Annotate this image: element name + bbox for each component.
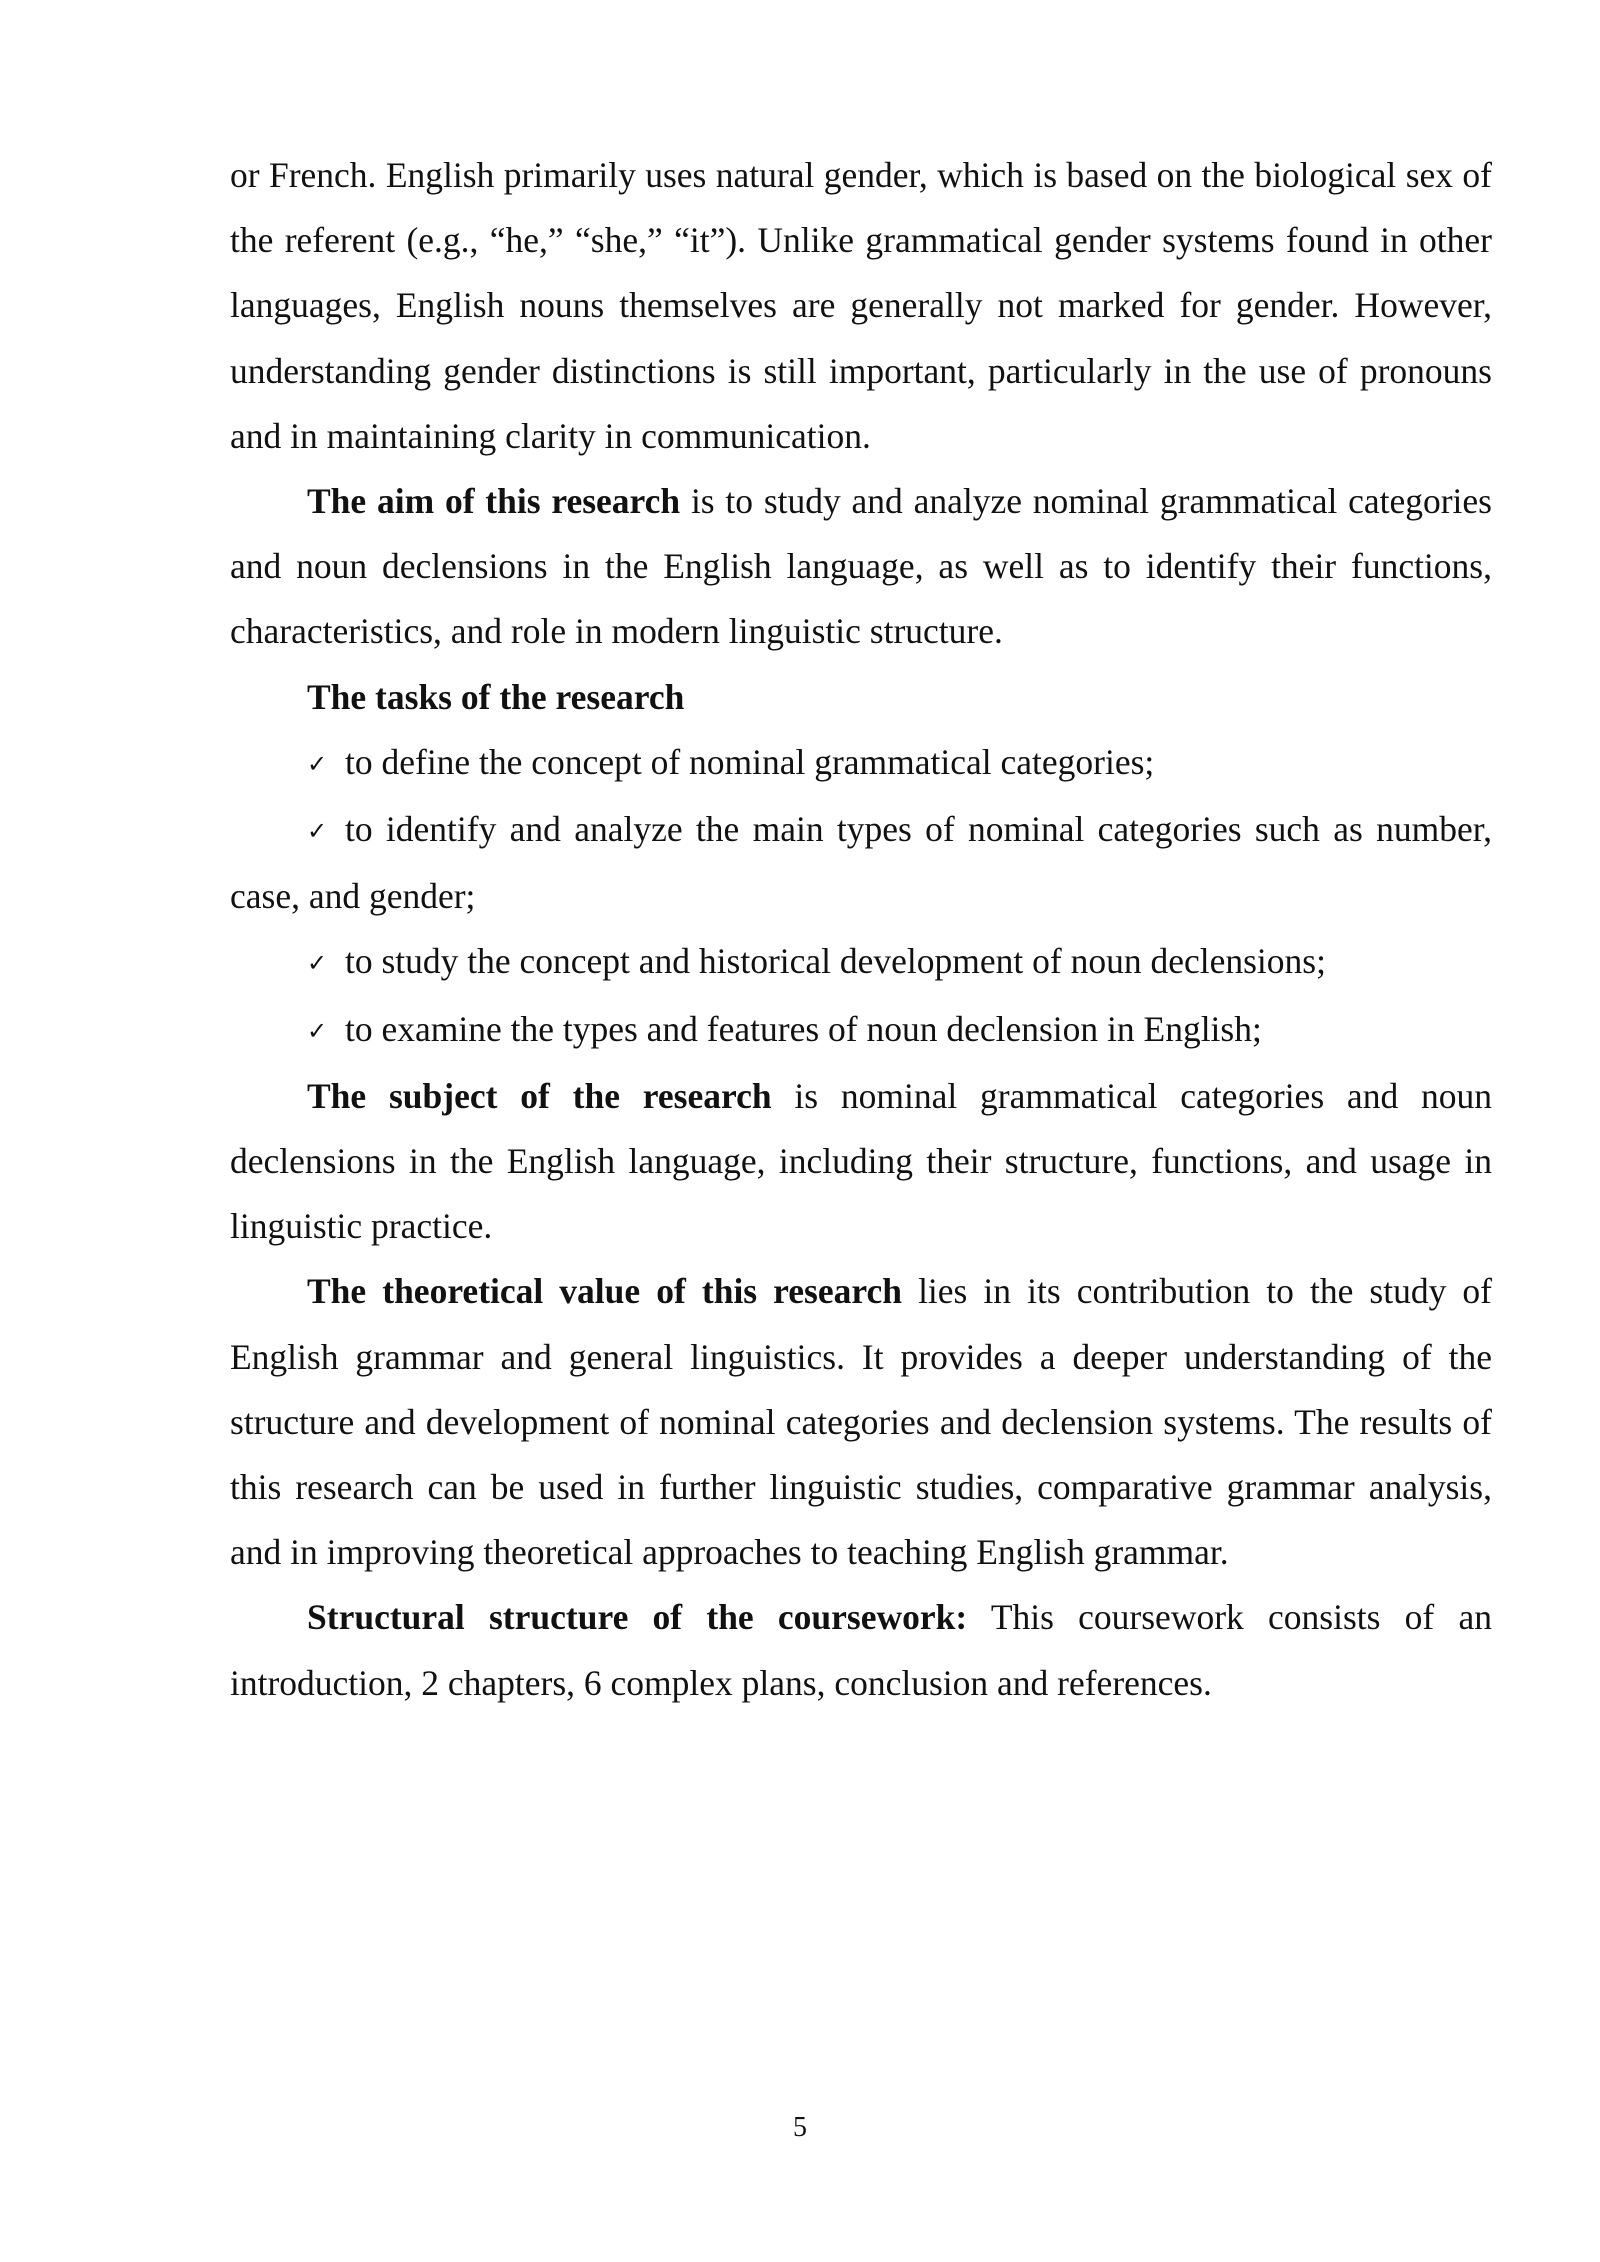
task-text: to identify and analyze the main types of nominal categories such as number, case, and gender; xyxy=(230,809,1492,917)
structure-paragraph xyxy=(230,1585,1492,1715)
aim-lead: The aim of this research xyxy=(307,481,681,522)
task-item xyxy=(230,730,1492,797)
checkmark-icon: ✓ xyxy=(307,949,328,978)
checkmark-icon: ✓ xyxy=(307,817,328,846)
subject-body: is nominal grammatical categories and noun declensions in the English language, including their structure, functions, and usage in linguistic practice. xyxy=(230,1075,1492,1247)
aim-paragraph xyxy=(230,469,1492,665)
subject-lead: The subject of the research xyxy=(307,1075,772,1116)
intro-continuation-paragraph: or French. English primarily uses natural gender, which is based on the biological sex of the referent (e.g., “he,” “she,” “it”). Unlike grammatical gender systems found in other languages, English nouns themselves are generally not marked for gender. However, understanding gender distinctions is still important, particularly in the use of pronouns and in maintaining clarity in communication. xyxy=(230,155,1492,456)
theoretical-value-paragraph xyxy=(230,1259,1492,1585)
theoretical-value-body: lies in its contribution to the study of English grammar and general linguistics. It provides a deeper understanding of the structure and development of nominal categories and declension systems. The results of this research can be used in further linguistic studies, comparative grammar analysis, and in improving theoretical approaches to teaching English grammar. xyxy=(230,1271,1492,1573)
task-item xyxy=(230,797,1492,929)
task-item xyxy=(230,929,1492,996)
document-page xyxy=(230,143,1492,1716)
aim-body: is to study and analyze nominal grammatical categories and noun declensions in the English language, as well as to identify their functions, characteristics, and role in modern linguistic structure. xyxy=(230,481,1492,652)
checkmark-icon: ✓ xyxy=(307,1016,328,1045)
task-text: to define the concept of nominal grammatical categories; xyxy=(345,741,1155,782)
task-text: to study the concept and historical development of noun declensions; xyxy=(345,941,1326,982)
theoretical-value-lead: The theoretical value of this research xyxy=(307,1271,902,1312)
task-item xyxy=(230,997,1492,1064)
page-number: 5 xyxy=(793,2112,807,2143)
structure-body: This coursework consists of an introduction, 2 chapters, 6 complex plans, conclusion and references. xyxy=(230,1597,1492,1703)
subject-paragraph xyxy=(230,1064,1492,1260)
tasks-heading: The tasks of the research xyxy=(307,676,685,717)
task-text: to examine the types and features of noun declension in English; xyxy=(345,1008,1262,1049)
checkmark-icon: ✓ xyxy=(307,749,328,778)
structure-lead: Structural structure of the coursework: xyxy=(307,1597,968,1638)
